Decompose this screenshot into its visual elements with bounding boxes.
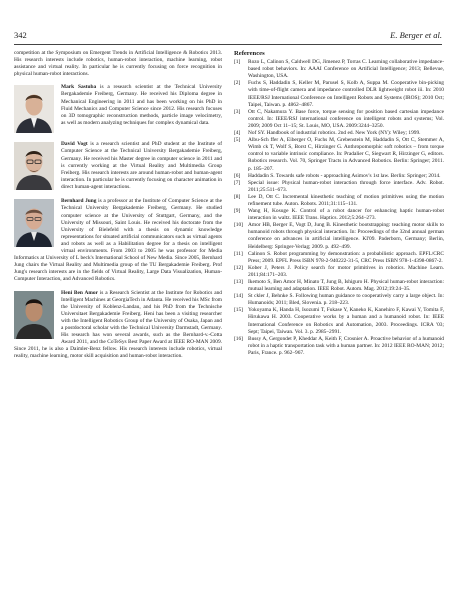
reference-text: St ckler J, Behnke S. Following human guidance to cooperatively carry a large object. In: Humanoids; 2011; Bled, Slovenia. p. 218–223. xyxy=(248,293,444,307)
reference-text: Bussy A, Gergondet P, Kheddar A, Keith F, Crosnier A. Proactive behavior of a humanoid robot in a haptic transportation task with a human partner. In: 2012 IEEE RO-MAN; 2012; Paris, France. p. 962–967. xyxy=(248,335,444,356)
reference-number: [7] xyxy=(234,179,241,186)
portrait-image xyxy=(14,199,54,247)
reference-text: Rozo L, Calinon S, Caldwell DG, Jimenez P, Torras C. Learning collaborative impedance-based robot behaviors. In: AAAI Conference on Artificial Intelligence; 2013; Bellevue, Washington, USA. xyxy=(248,59,444,80)
author-photo-jung xyxy=(14,199,54,247)
reference-text: Yokoyama K, Handa H, Isozumi T, Fukase Y, Kaneko K, Kanehiro F, Kawai Y, Tomita F, Hirukawa H. 2003. Cooperative works by a human and a humanoid robot. In: IEEE International Conference on Robotics and Automation, 2003. Proceedings. ICRA '03; Sept; Taipei, Taiwan. Vol. 3. p. 2985–2991. xyxy=(248,307,444,335)
reference-number: [10] xyxy=(234,222,243,229)
bio-bernhard-jung xyxy=(14,198,222,283)
reference-text: Lee D, Ott C. Incremental kinesthetic teaching of motion primitives using the motion refinement tube. Auton. Robots. 2011;31:115–131. xyxy=(248,193,444,207)
reference-item xyxy=(234,222,444,250)
reference-number: [6] xyxy=(234,172,241,179)
bio-text: is a research scientist and PhD student at the Institute of Computer Science at the Technical University Bergakademie Freiberg, Germany. He received his Master degree in computer science in 2011 and is currently working at the Virtual Reality and Multimedia Group Freiberg. His research interests are around human-robot and human-agent interaction. In particular he is currently focusing on character animation in direct human-agent interactions. xyxy=(61,141,222,190)
reference-number: [3] xyxy=(234,108,241,115)
page-number: 342 xyxy=(14,30,27,40)
reference-text: Nof SY. Handbook of industrial robotics. 2nd ed. New York (NY): Wiley; 1999. xyxy=(248,130,421,137)
running-authors: E. Berger et al. xyxy=(390,30,442,40)
reference-number: [13] xyxy=(234,279,243,285)
reference-item xyxy=(234,293,444,307)
portrait-image xyxy=(14,85,54,133)
reference-item xyxy=(234,80,444,108)
left-column xyxy=(14,50,222,360)
reference-text: Fuchs S, Haddadin S, Keller M, Parusel S, Kolb A, Suppa M. Cooperative bin-picking with time-of-flight camera and impedance controlled DLR lightweight robot iii. In: 2010 IEEE/RSJ International Conference on Intelligent Robots and Systems (IROS); 2010 Oct; Taipei, Taiwan. p. 4862–4867. xyxy=(248,80,444,108)
bio-name: Mark Sastuba xyxy=(61,84,97,91)
reference-item xyxy=(234,194,444,208)
portrait-image xyxy=(14,291,54,339)
running-header xyxy=(14,30,442,42)
bio-text: is a Research Scientist at the Institute for Robotics and Intelligent Machines at GeorgiaTech in Atlanta. He received his MSc from the University of Koblenz-Landau, and his PhD from the Technische Universitaet Bergakademie Freiberg. Heni has been a visiting researcher with the Intelligent Robotics Group of the University of Osaka, Japan and a postdoctoral scholar with the Technical University Darmstadt, Germany. His research has won several awards, such as the Bernhard-v.-Cotta Award 2011, and the CoTeSys Best Paper Award at IEEE RO-MAN 2009. Since 2011, he is also a Daimler-Benz fellow. His research interests include robotics, virtual reality, machine learning, motor skill acquisition and human-robot interaction. xyxy=(14,289,222,360)
portrait-image xyxy=(14,142,54,190)
bio-david-vogt xyxy=(14,141,222,192)
reference-text: Albu-Sch ffer A, Eiberger O, Fuchs M, Grebenstein M, Haddadin S, Ott C, Stemmer A, Wimb ck T, Wolf S, Borst C, Hirzinger G. Anthropomorphic soft robotics – from torque control to variable intrinsic compliance. In: Pradalier C, Siegwart R, Hirzinger G, editors. Robotics research. Vol. 70, Springer Tracts in Advanced Robotics. Berlin: Springer; 2011. p. 185–207. xyxy=(248,137,444,172)
bio-text: is a professor at the Institute of Computer Science at the Technical University Bergakademie Freiberg, Germany. He studied computer science at the University of Stuttgart, Germany, and the University of Missouri, Saint Louis. He received his doctorate from the University of Bielefeld with a thesis on dynamic knowledge representations for situated artificial communicators such as virtual agents and robots as well as a Habilitation degree for a thesis on intelligent virtual environments. From 2003 to 2005 he was professor for Media Informatics at University of L beck's International School of New Media. Since 2005, Bernhard Jung chairs the Virtual Reality and Multimedia group of the TU Bergakademie Freiberg. Prof Jung's research interests are in the fields of Virtual Reality, Large Data Visualization, Human-Computer Interaction, and Advanced Robotics. xyxy=(14,198,222,283)
reference-text: Amor HB, Berger E, Vogt D, Jung B. Kinesthetic bootstrapping: teaching motor skills to humanoid robots through physical interaction. In: Proceedings of the 32nd annual german conference on advances in artificial intelligence. KI'09. Paderborn, Germany; Berlin, Heidelberg: Springer-Verlag; 2009. p. 492–499. xyxy=(248,222,444,250)
intro-paragraph: competition at the Symposium on Emergent Trends in Artificial Intelligence & Robotics 2013. His research interests include robotics, human-robot interaction, machine learning, robot assistance and virtual reality. In particular he is currently focusing on force recognition in physical human-robot interactions. xyxy=(14,50,222,78)
reference-item xyxy=(234,59,444,80)
reference-number: [14] xyxy=(234,293,243,300)
reference-text: Kober J, Peters J. Policy search for motor primitives in robotics. Machine Learn. 2011;84:171–203. xyxy=(248,264,444,278)
reference-text: Wang H, Kosuge K. Control of a robot dancer for enhancing haptic human-robot interaction in waltz. IEEE Trans. Haptics. 2012;5:264–273. xyxy=(248,208,444,222)
reference-number: [16] xyxy=(234,335,243,342)
author-photo-sastuba xyxy=(14,85,54,133)
references-heading: References xyxy=(234,50,265,57)
reference-list xyxy=(234,59,444,357)
reference-number: [1] xyxy=(234,59,241,66)
reference-text: Ott C, Nakamura Y. Base force, torque sensing for position based cartesian impedance control. In: IEEE/RSJ international conference on intelligent robots and systems; Vol. 2009; 2009 Oct 11–15; St. Louis, MO, USA. 2009:3244–3250. xyxy=(248,108,444,129)
reference-number: [2] xyxy=(234,80,241,87)
reference-number: [11] xyxy=(234,250,243,257)
bio-name: David Vogt xyxy=(61,141,88,148)
reference-item xyxy=(234,180,444,194)
reference-item xyxy=(234,173,444,180)
header-rule xyxy=(14,44,442,45)
author-photo-vogt xyxy=(14,142,54,190)
reference-text: Calinon S. Robot programming by demonstration: a probabilistic approach. EPFL/CRC Press; 2009. EPFL Press ISBN 978-2-940222-31-5, CRC Press ISBN 978-1-4398-0867-2. xyxy=(248,250,444,264)
bio-text: is a research scientist at the Technical University Bergakademie Freiberg, Germany. He received his Diploma degree in Mechanical Engineering in 2011 and has been working on his PhD in Fluid Mechanics and Computer Science since 2012. His research focuses on 3D tomographic reconstruction methods, particle image velocimetry, as well as modern analyzing techniques for complex dynamical data. xyxy=(61,84,222,126)
references-column xyxy=(234,50,444,357)
reference-item xyxy=(234,251,444,265)
reference-item xyxy=(234,208,444,222)
reference-item xyxy=(234,307,444,335)
bio-name: Heni Ben Amor xyxy=(61,289,98,296)
reference-item xyxy=(234,265,444,279)
reference-number: [12] xyxy=(234,264,243,271)
author-photo-ben-amor xyxy=(14,291,54,339)
reference-number: [9] xyxy=(234,208,241,215)
reference-item xyxy=(234,137,444,172)
reference-text: Special issue: Physical human-robot interaction through force interface. Adv. Robot. 2011;25:511–673. xyxy=(248,179,444,193)
bio-mark-sastuba xyxy=(14,84,222,135)
reference-item xyxy=(234,336,444,357)
bio-name: Bernhard Jung xyxy=(61,198,97,205)
reference-text: Haddadin S. Towards safe robots - approaching Asimov's 1st law. Berlin: Springer; 2014. xyxy=(248,172,441,179)
reference-number: [5] xyxy=(234,137,241,144)
reference-item xyxy=(234,109,444,130)
reference-number: [4] xyxy=(234,130,241,137)
reference-number: [8] xyxy=(234,193,241,200)
bio-heni-ben-amor xyxy=(14,290,222,361)
reference-number: [15] xyxy=(234,307,243,314)
reference-text: Ikemoto S, Ben Amor H, Minato T, Jung B, Ishiguro H. Physical human-robot interaction: mutual learning and adaptation. IEEE Robot. Autom. Mag. 2012;19:24–35. xyxy=(248,279,444,293)
reference-item xyxy=(234,279,444,293)
